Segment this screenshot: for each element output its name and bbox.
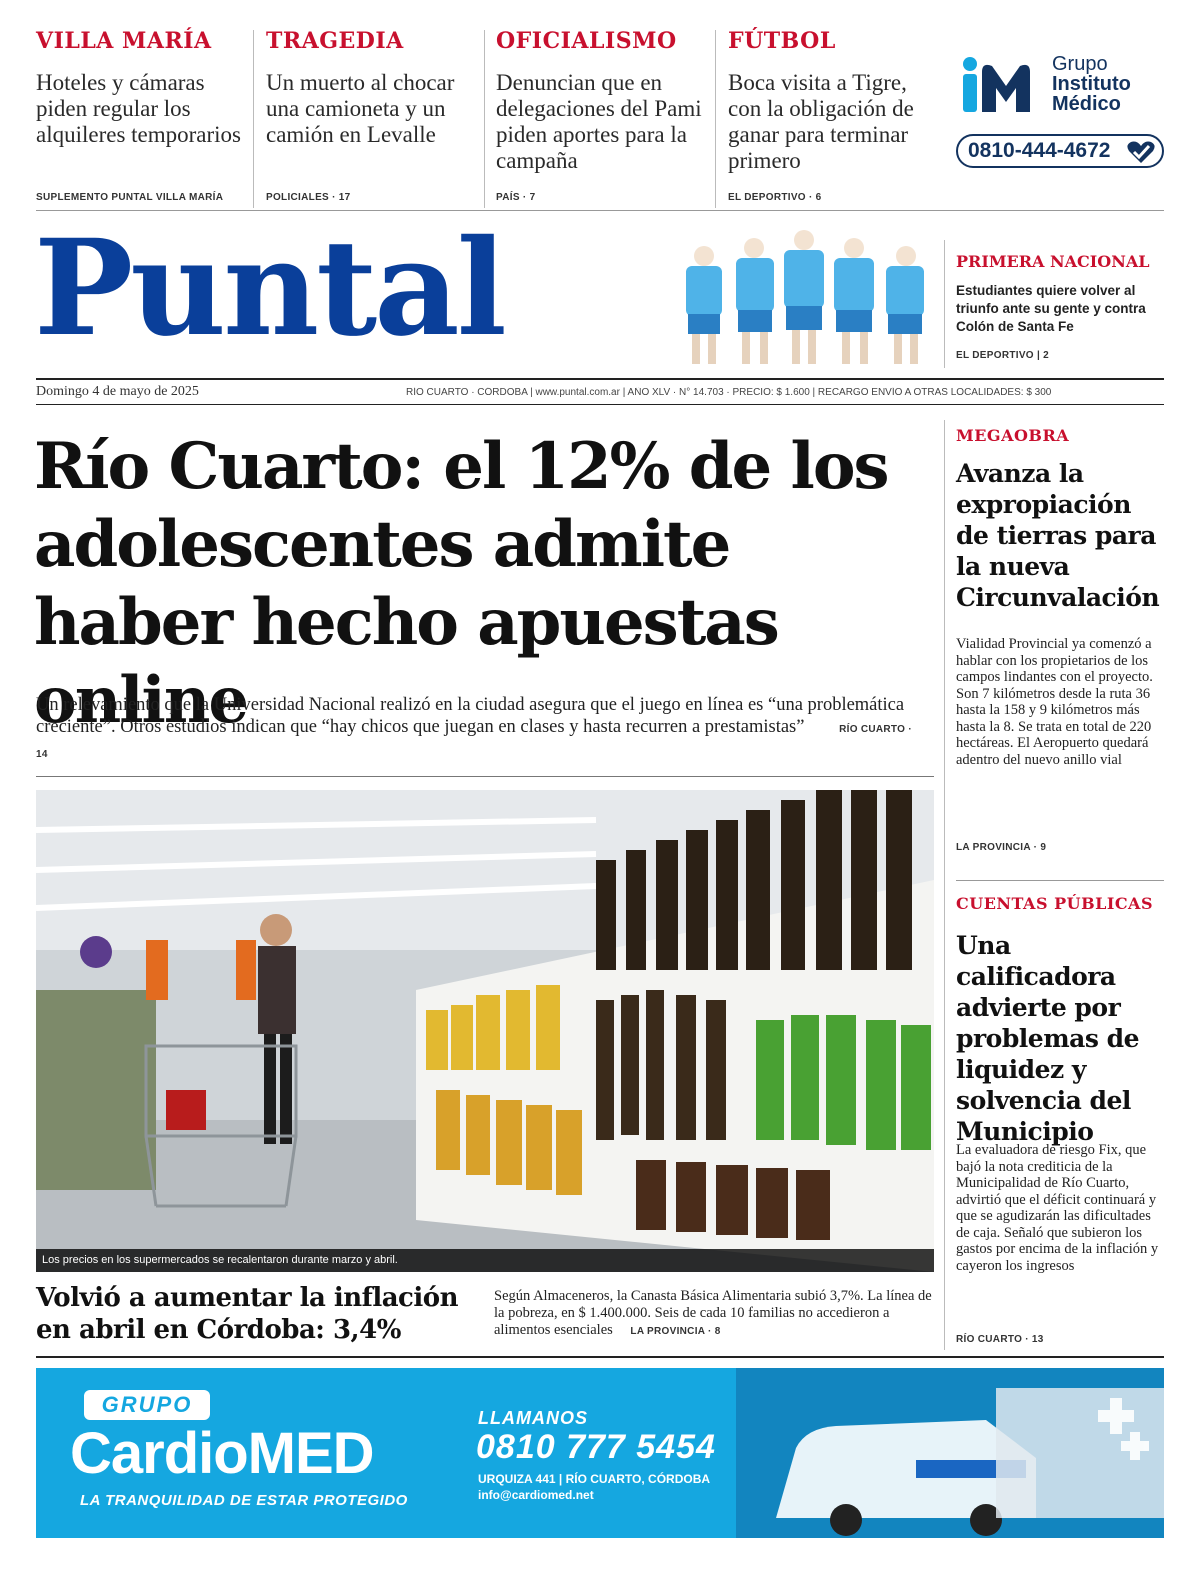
sidebar-divider — [944, 420, 945, 1350]
main-deck-ref: RÍO CUARTO · 14 — [36, 724, 912, 760]
main-deck-text: Un relevamiento que la Universidad Nacional realizó en la ciudad asegura que el juego en línea es “una problemática creciente”. Otros estudios indican que “hay chicos que juegan en clases y hasta recurren a prestamistas” — [36, 695, 905, 737]
instituto-medico-name[interactable] — [1052, 54, 1131, 114]
column-divider — [253, 30, 254, 208]
inflation-text-block — [494, 1288, 934, 1340]
teaser-headline-villa-maria[interactable]: Hoteles y cámaras piden regular los alquileres temporarios — [36, 70, 242, 147]
side2-text: La evaluadora de riesgo Fix, que bajó la nota crediticia de la Municipalidad de Río Cuarto, advirtió que el déficit continuará y que se agudizarán las dificultades de caja. Señaló que subieron los gastos por encima de la inflación y cayeron los ingresos — [956, 1142, 1159, 1274]
sidebar-rule — [956, 880, 1164, 881]
instituto-medico-line1: Instituto — [1052, 73, 1131, 95]
inflation-headline[interactable]: Volvió a aumentar la inflación en abril en Córdoba: 3,4% — [36, 1283, 459, 1345]
side1-kicker: MEGAOBRA — [956, 426, 1070, 445]
cardiomed-grupo-badge: GRUPO — [84, 1390, 210, 1420]
footer-rule — [36, 1356, 1164, 1358]
promo-text[interactable]: Estudiantes quiere volver al triunfo ante su gente y contra Colón de Santa Fe — [956, 283, 1146, 334]
dateline: Domingo 4 de mayo de 2025 — [36, 384, 199, 399]
side2-ref: RÍO CUARTO · 13 — [956, 1334, 1044, 1345]
main-deck — [36, 694, 916, 766]
side1-text: Vialidad Provincial ya comenzó a hablar con los propietarios de los campos lindantes con el proyecto. Son 7 kilómetros desde la ruta 36 hasta la 158 y 9 kilómetros más hasta la 8. Se trata en total de 220 hectáreas. El Aeropuerto quedará adentro del nuevo anillo vial — [956, 636, 1153, 768]
cardiomed-brand: CardioMED — [70, 1421, 374, 1486]
instituto-medico-phone[interactable] — [956, 134, 1164, 168]
teaser-kicker-futbol: FÚTBOL — [728, 28, 836, 54]
dateline-rule — [36, 404, 1164, 405]
teaser-ref-oficialismo: PAÍS · 7 — [496, 192, 536, 203]
teaser-headline-oficialismo[interactable]: Denuncian que en delegaciones del Pami piden aportes para la campaña — [496, 70, 702, 173]
cardiomed-ad[interactable] — [36, 1368, 1164, 1538]
cardiomed-phone[interactable]: 0810 777 5454 — [476, 1428, 716, 1466]
teaser-kicker-tragedia: TRAGEDIA — [266, 28, 404, 54]
teaser-ref-villa-maria: SUPLEMENTO PUNTAL VILLA MARÍA — [36, 192, 224, 203]
side2-kicker: CUENTAS PÚBLICAS — [956, 894, 1154, 913]
teaser-headline-tragedia[interactable]: Un muerto al chocar una camioneta y un camión en Levalle — [266, 70, 455, 147]
heart-check-icon — [1126, 139, 1156, 165]
photo-caption: Los precios en los supermercados se recalentaron durante marzo y abril. — [36, 1249, 934, 1272]
teaser-ref-tragedia: POLICIALES · 17 — [266, 192, 351, 203]
column-divider — [944, 240, 945, 368]
main-headline[interactable]: Río Cuarto: el 12% de los adolescentes admite haber hecho apuestas online — [34, 429, 888, 738]
teaser-headline-futbol[interactable]: Boca visita a Tigre, con la obligación de ganar para terminar primero — [728, 70, 914, 173]
inflation-text: Según Almaceneros, la Canasta Básica Alimentaria subió 3,7%. La línea de la pobreza, en $ 1.400.000. Seis de cada 10 familias no accedieron a alimentos esenciales — [494, 1288, 932, 1338]
ambulance-icon — [736, 1368, 1164, 1538]
masthead-logo[interactable]: Puntal — [34, 211, 504, 366]
team-players-photo[interactable] — [680, 220, 942, 370]
side2-headline[interactable]: Una calificadora advierte por problemas de liquidez y solvencia del Municipio — [956, 931, 1140, 1146]
promo-ref: EL DEPORTIVO | 2 — [956, 350, 1049, 361]
column-divider — [484, 30, 485, 208]
cardiomed-call-label: LLAMANOS — [478, 1408, 588, 1428]
cardiomed-email[interactable]: info@cardiomed.net — [478, 1488, 594, 1502]
side1-headline[interactable]: Avanza la expropiación de tierras para la nueva Circunvalación — [956, 459, 1160, 612]
teaser-ref-futbol: EL DEPORTIVO · 6 — [728, 192, 822, 203]
instituto-medico-logo-icon[interactable] — [960, 56, 1048, 114]
column-divider — [715, 30, 716, 208]
teaser-kicker-villa-maria: VILLA MARÍA — [36, 28, 212, 54]
deck-rule — [36, 776, 934, 777]
promo-kicker-primera-nacional: PRIMERA NACIONAL — [956, 252, 1150, 271]
teaser-kicker-oficialismo: OFICIALISMO — [496, 28, 677, 54]
edition-info: RÍO CUARTO · CÓRDOBA | www.puntal.com.ar | AÑO XLV · N° 14.703 · PRECIO: $ 1.600 | RECARGO ENVÍO A OTRAS LOCALIDADES: $ 300 — [406, 387, 1052, 398]
instituto-medico-line2: Médico — [1052, 93, 1121, 115]
instituto-medico-phone-number: 0810-444-4672 — [968, 139, 1111, 162]
supermarket-photo[interactable] — [36, 790, 934, 1272]
cardiomed-slogan: LA TRANQUILIDAD DE ESTAR PROTEGIDO — [80, 1492, 408, 1509]
masthead-rule — [36, 378, 1164, 380]
instituto-medico-grupo: Grupo — [1052, 53, 1108, 75]
side1-ref: LA PROVINCIA · 9 — [956, 842, 1047, 853]
inflation-ref: LA PROVINCIA · 8 — [630, 1326, 721, 1337]
cardiomed-address: URQUIZA 441 | RÍO CUARTO, CÓRDOBA — [478, 1472, 711, 1486]
